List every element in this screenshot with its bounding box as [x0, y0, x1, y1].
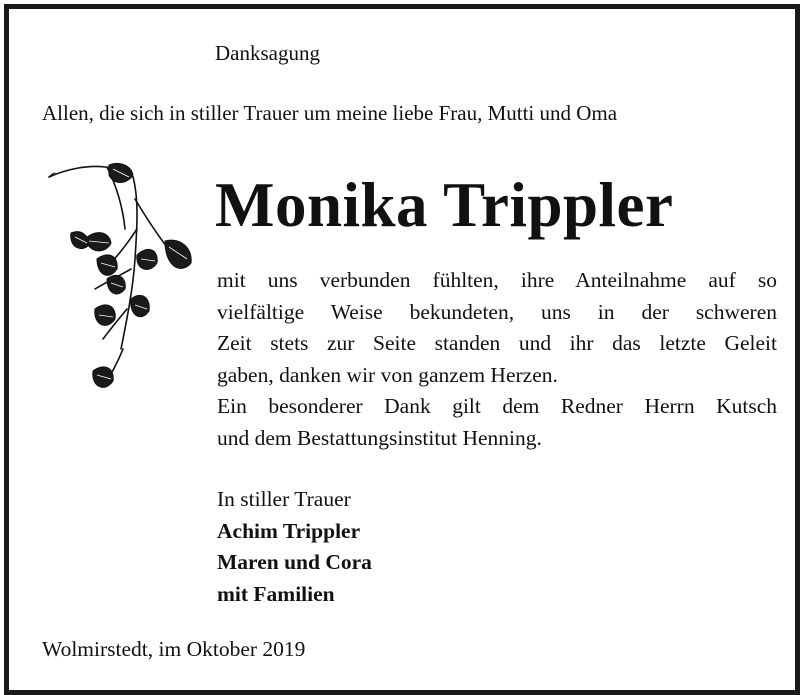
- place-date: Wolmirstedt, im Oktober 2019: [42, 637, 306, 661]
- notice-body: [217, 265, 777, 454]
- mourner-name: mit Familien: [217, 581, 335, 606]
- body-line: gaben, danken wir von ganzem Herzen.: [217, 362, 558, 387]
- birch-branch-icon: [47, 159, 199, 399]
- mourner-name: Maren und Cora: [217, 550, 372, 574]
- deceased-name: Monika Trippler: [215, 170, 674, 240]
- mourner-name: Achim Trippler: [217, 518, 361, 543]
- body-line: und dem Bestattungsinstitut Henning.: [217, 425, 542, 450]
- notice-intro: Allen, die sich in stiller Trauer um meine liebe Frau, Mutti und Oma: [42, 101, 618, 125]
- body-line: vielfältige Weise bekundeten, uns in der schweren: [217, 299, 777, 324]
- signoff-intro: In stiller Trauer: [217, 487, 351, 511]
- obituary-notice: [4, 4, 800, 695]
- notice-heading: Danksagung: [215, 41, 320, 65]
- body-line: Ein besonderer Dank gilt dem Redner Herrn Kutsch: [217, 394, 777, 418]
- body-line: Zeit stets zur Seite standen und ihr das letzte Geleit: [217, 331, 777, 355]
- body-line: mit uns verbunden fühlten, ihre Anteilnahme auf so: [217, 268, 777, 292]
- signoff: [217, 484, 372, 610]
